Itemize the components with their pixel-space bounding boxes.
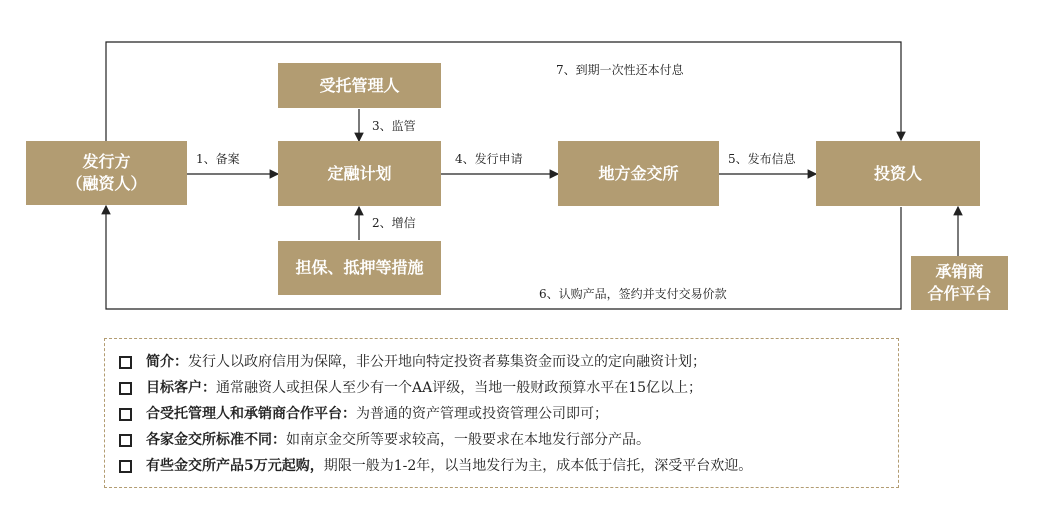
- edge-6-label: 6、认购产品，签约并支付交易价款: [539, 287, 727, 301]
- node-investor: 投资人: [816, 141, 980, 206]
- edge-2-label: 2、增信: [372, 216, 416, 230]
- notes-panel: [104, 338, 899, 488]
- edge-1-label: 1、备案: [196, 152, 240, 166]
- checkbox-icon: [119, 408, 132, 421]
- node-issuer: 发行方 （融资人）: [26, 141, 187, 205]
- edge-3-label: 3、监管: [372, 119, 416, 133]
- note-item: 简介： 发行人以政府信用为保障，非公开地向特定投资者募集资金而设立的定向融资计划；: [119, 349, 898, 375]
- edge-6-arrow: [106, 206, 901, 309]
- note-item: 目标客户： 通常融资人或担保人至少有一个AA评级，当地一般财政预算水平在15亿以上；: [119, 375, 898, 401]
- note-item: 有些金交所产品5万元起购， 期限一般为1-2年，以当地发行为主，成本低于信托，深受平台欢迎。: [119, 453, 898, 479]
- checkbox-icon: [119, 434, 132, 447]
- node-underwriter: 承销商 合作平台: [911, 256, 1008, 310]
- checkbox-icon: [119, 460, 132, 473]
- note-item: 合受托管理人和承销商合作平台： 为普通的资产管理或投资管理公司即可；: [119, 401, 898, 427]
- node-trustee: 受托管理人: [278, 63, 441, 108]
- node-plan: 定融计划: [278, 141, 441, 206]
- node-guarantee: 担保、抵押等措施: [278, 241, 441, 295]
- edge-7-label: 7、到期一次性还本付息: [556, 63, 684, 77]
- checkbox-icon: [119, 356, 132, 369]
- note-item: 各家金交所标准不同： 如南京金交所等要求较高，一般要求在本地发行部分产品。: [119, 427, 898, 453]
- edge-5-label: 5、发布信息: [728, 152, 796, 166]
- checkbox-icon: [119, 382, 132, 395]
- edge-7-arrow: [106, 42, 901, 141]
- node-exchange: 地方金交所: [558, 141, 719, 206]
- edge-4-label: 4、发行申请: [455, 152, 523, 166]
